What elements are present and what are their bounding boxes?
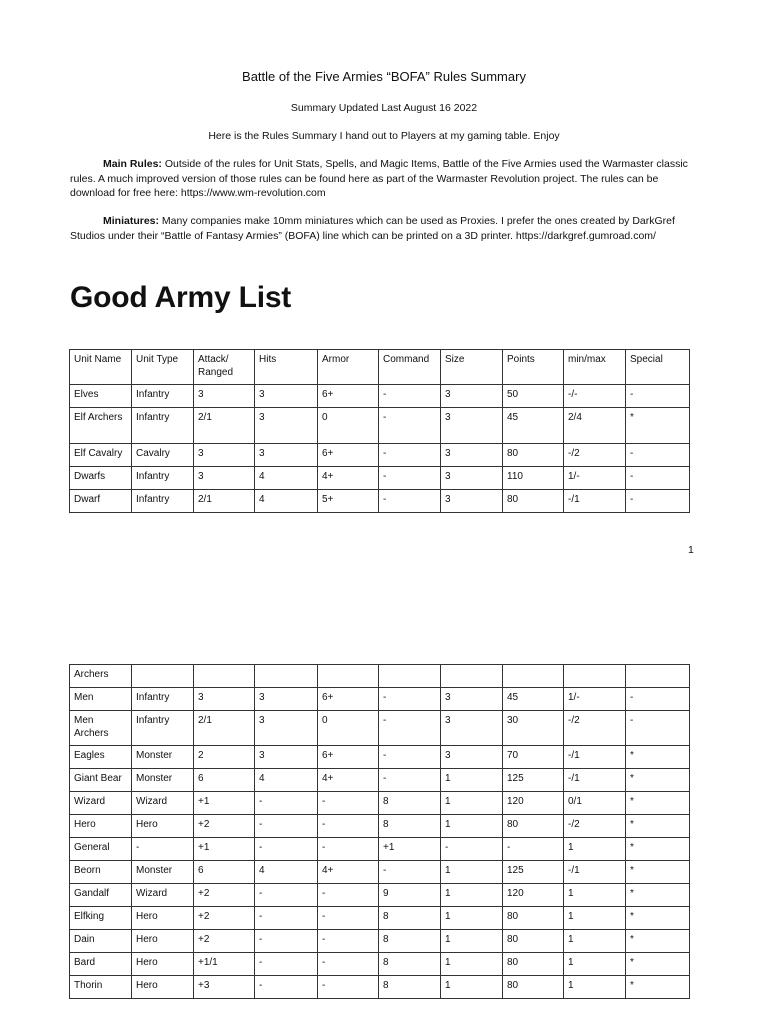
table-cell: 1 <box>564 907 626 930</box>
table-cell: 9 <box>379 884 441 907</box>
table-cell: 3 <box>441 408 503 444</box>
table-cell: 50 <box>503 385 564 408</box>
table-cell: 6 <box>194 861 255 884</box>
table-cell: Giant Bear <box>70 769 132 792</box>
table-row <box>70 444 690 467</box>
table-row <box>70 665 690 688</box>
table-cell: * <box>626 746 690 769</box>
table-cell: -/2 <box>564 444 626 467</box>
table-row <box>70 907 690 930</box>
table-cell: 45 <box>503 408 564 444</box>
table-cell: 125 <box>503 861 564 884</box>
table-cell: 80 <box>503 953 564 976</box>
table-cell: 0 <box>318 408 379 444</box>
table-row <box>70 930 690 953</box>
table-cell: +1 <box>194 838 255 861</box>
table-cell: 3 <box>441 444 503 467</box>
table-cell: 1 <box>564 884 626 907</box>
intro-text: Here is the Rules Summary I hand out to Players at my gaming table. Enjoy <box>208 130 560 142</box>
table-cell: - <box>379 467 441 490</box>
table-cell: 3 <box>441 385 503 408</box>
table-cell: 1/- <box>564 467 626 490</box>
table-cell: Eagles <box>70 746 132 769</box>
table-cell: +2 <box>194 884 255 907</box>
table-cell: 3 <box>194 688 255 711</box>
table-cell: Elves <box>70 385 132 408</box>
table-row <box>70 408 690 444</box>
table-cell: - <box>626 444 690 467</box>
table-cell: Hero <box>70 815 132 838</box>
table-cell: 3 <box>255 385 318 408</box>
page-number: 1 <box>688 544 694 556</box>
table-cell: 1 <box>441 792 503 815</box>
table-cell: 4+ <box>318 861 379 884</box>
miniatures-label: Miniatures: <box>103 215 160 227</box>
table-cell: 3 <box>194 385 255 408</box>
table-cell: Command <box>379 350 441 385</box>
table-cell: - <box>318 976 379 999</box>
table-cell: min/max <box>564 350 626 385</box>
main-rules-text: Outside of the rules for Unit Stats, Spells, and Magic Items, Battle of the Five Armies used the Warmaster classic rules. A much improved version of those rules can be found here as part of the Warmaster Revolution project. The rules can be download for free here: https://www.wm-revolution.com <box>70 158 688 199</box>
table-cell: Infantry <box>132 385 194 408</box>
table-cell: 6+ <box>318 444 379 467</box>
table-cell: - <box>318 930 379 953</box>
table-cell: 120 <box>503 884 564 907</box>
table-cell: - <box>255 884 318 907</box>
table-cell: Hero <box>132 930 194 953</box>
table-cell: Elfking <box>70 907 132 930</box>
table-cell: Unit Type <box>132 350 194 385</box>
table-cell: Hero <box>132 815 194 838</box>
table-cell: - <box>255 953 318 976</box>
good-army-list-heading: Good Army List <box>70 281 292 314</box>
table-cell: - <box>255 815 318 838</box>
table-cell: - <box>379 688 441 711</box>
table-cell: Hits <box>255 350 318 385</box>
table-cell: Bard <box>70 953 132 976</box>
table-cell: 8 <box>379 907 441 930</box>
table-cell: - <box>379 385 441 408</box>
table-cell: - <box>318 838 379 861</box>
table-row <box>70 953 690 976</box>
table-cell: Hero <box>132 953 194 976</box>
table-cell: 0/1 <box>564 792 626 815</box>
table-cell <box>441 665 503 688</box>
table-cell: - <box>503 838 564 861</box>
table-cell: +3 <box>194 976 255 999</box>
table-cell: 3 <box>441 688 503 711</box>
document-title: Battle of the Five Armies “BOFA” Rules Summary <box>242 69 526 84</box>
table-cell: 80 <box>503 930 564 953</box>
table-cell: +1/1 <box>194 953 255 976</box>
table-cell: * <box>626 838 690 861</box>
table-cell: 6+ <box>318 688 379 711</box>
main-rules-label: Main Rules: <box>103 158 162 170</box>
table-cell: -/1 <box>564 746 626 769</box>
table-cell: - <box>318 792 379 815</box>
table-row <box>70 976 690 999</box>
table-cell: Archers <box>70 665 132 688</box>
table-cell: Infantry <box>132 711 194 746</box>
table-cell: 110 <box>503 467 564 490</box>
table-cell: -/2 <box>564 711 626 746</box>
table-cell: - <box>379 861 441 884</box>
table-cell: 3 <box>194 467 255 490</box>
table-cell: Unit Name <box>70 350 132 385</box>
table-row <box>70 711 690 746</box>
table-cell: -/1 <box>564 769 626 792</box>
table-cell: 6+ <box>318 746 379 769</box>
table-cell: 80 <box>503 815 564 838</box>
table-cell: Infantry <box>132 467 194 490</box>
table-cell: Points <box>503 350 564 385</box>
table-cell: 8 <box>379 953 441 976</box>
table-cell: Infantry <box>132 490 194 513</box>
table-cell: 80 <box>503 907 564 930</box>
table-cell: 4 <box>255 769 318 792</box>
table-cell <box>564 665 626 688</box>
table-cell: 3 <box>255 408 318 444</box>
table-cell: 8 <box>379 976 441 999</box>
table-cell: 4+ <box>318 467 379 490</box>
table-cell: - <box>626 688 690 711</box>
table-cell: Thorin <box>70 976 132 999</box>
table-cell: - <box>318 907 379 930</box>
table-cell: Elf Archers <box>70 408 132 444</box>
table-cell: 1 <box>564 976 626 999</box>
table-cell: 3 <box>441 746 503 769</box>
table-cell: 1 <box>564 953 626 976</box>
table-cell: - <box>379 711 441 746</box>
table-cell: 8 <box>379 930 441 953</box>
table-cell: 6+ <box>318 385 379 408</box>
table-cell: 3 <box>255 711 318 746</box>
updated-date: Summary Updated Last August 16 2022 <box>290 102 478 114</box>
table-cell: 8 <box>379 815 441 838</box>
table-cell: Monster <box>132 746 194 769</box>
table-cell <box>194 665 255 688</box>
table-cell: 0 <box>318 711 379 746</box>
table-row <box>70 385 690 408</box>
main-rules-paragraph <box>70 157 700 201</box>
table-cell: 3 <box>441 490 503 513</box>
table-cell <box>379 665 441 688</box>
table-cell: 1 <box>441 884 503 907</box>
table-cell: 4 <box>255 490 318 513</box>
table-cell: Men <box>70 688 132 711</box>
table-cell: Armor <box>318 350 379 385</box>
table-cell: Monster <box>132 861 194 884</box>
table-row <box>70 490 690 513</box>
table-cell: Men Archers <box>70 711 132 746</box>
table-cell <box>626 665 690 688</box>
table-cell: 45 <box>503 688 564 711</box>
table-cell: - <box>255 976 318 999</box>
table-cell: * <box>626 815 690 838</box>
table-cell: 8 <box>379 792 441 815</box>
table-header-row <box>70 350 690 385</box>
table-cell: 2/1 <box>194 490 255 513</box>
table-cell: 80 <box>503 976 564 999</box>
table-cell: +1 <box>379 838 441 861</box>
table-row <box>70 884 690 907</box>
table-cell: Hero <box>132 907 194 930</box>
table-cell: * <box>626 930 690 953</box>
table-cell: Elf Cavalry <box>70 444 132 467</box>
table-cell: - <box>379 408 441 444</box>
table-cell: 1 <box>441 930 503 953</box>
table-cell: 3 <box>255 444 318 467</box>
table-row <box>70 769 690 792</box>
table-cell: 6 <box>194 769 255 792</box>
table-cell: Wizard <box>132 884 194 907</box>
table-cell: 1/- <box>564 688 626 711</box>
table-cell: * <box>626 861 690 884</box>
table-cell: 1 <box>441 769 503 792</box>
table-cell: - <box>626 490 690 513</box>
table-cell: - <box>132 838 194 861</box>
table-cell <box>503 665 564 688</box>
table-cell: +2 <box>194 815 255 838</box>
table-cell <box>255 665 318 688</box>
table-cell: Gandalf <box>70 884 132 907</box>
table-row <box>70 838 690 861</box>
table-cell <box>132 665 194 688</box>
army-table-page2 <box>69 664 690 999</box>
table-cell: 2/4 <box>564 408 626 444</box>
table-cell: - <box>318 815 379 838</box>
table-cell: - <box>379 490 441 513</box>
table-cell: * <box>626 792 690 815</box>
table-cell: * <box>626 953 690 976</box>
table-cell: 2/1 <box>194 711 255 746</box>
table-row <box>70 746 690 769</box>
table-cell: 2/1 <box>194 408 255 444</box>
table-row <box>70 815 690 838</box>
table-cell: 1 <box>441 907 503 930</box>
army-table-page1 <box>69 349 690 513</box>
table-cell: 80 <box>503 444 564 467</box>
table-cell: 120 <box>503 792 564 815</box>
table-cell: Cavalry <box>132 444 194 467</box>
table-cell <box>318 665 379 688</box>
table-cell: Dwarf <box>70 490 132 513</box>
table-cell: - <box>626 467 690 490</box>
table-cell: 80 <box>503 490 564 513</box>
table-cell: 1 <box>441 976 503 999</box>
table-cell: 1 <box>441 815 503 838</box>
table-cell: - <box>318 953 379 976</box>
table-cell: -/2 <box>564 815 626 838</box>
table-cell: 3 <box>255 746 318 769</box>
table-cell: - <box>379 769 441 792</box>
table-cell: Beorn <box>70 861 132 884</box>
table-cell: Infantry <box>132 688 194 711</box>
table-cell: * <box>626 907 690 930</box>
table-cell: Dwarfs <box>70 467 132 490</box>
table-cell: 1 <box>441 861 503 884</box>
table-cell: +2 <box>194 907 255 930</box>
table-cell: -/- <box>564 385 626 408</box>
table-cell: - <box>441 838 503 861</box>
table-cell: Monster <box>132 769 194 792</box>
table-cell: 125 <box>503 769 564 792</box>
table-cell: * <box>626 408 690 444</box>
table-cell: - <box>379 444 441 467</box>
table-cell: 2 <box>194 746 255 769</box>
table-cell: Wizard <box>70 792 132 815</box>
miniatures-text: Many companies make 10mm miniatures which can be used as Proxies. I prefer the ones created by DarkGref Studios under their “Battle of Fantasy Armies” (BOFA) line which can be printed on a 3D printer. https://darkgref.gumroad.com/ <box>70 215 675 242</box>
table-cell: 4+ <box>318 769 379 792</box>
table-cell: 3 <box>441 711 503 746</box>
table-cell: - <box>379 746 441 769</box>
table-cell: Hero <box>132 976 194 999</box>
table-cell: 3 <box>194 444 255 467</box>
table-cell: 4 <box>255 861 318 884</box>
table-cell: +2 <box>194 930 255 953</box>
table-cell: * <box>626 976 690 999</box>
table-cell: - <box>255 907 318 930</box>
table-cell: 70 <box>503 746 564 769</box>
table-cell: - <box>255 930 318 953</box>
table-row <box>70 792 690 815</box>
miniatures-paragraph <box>70 214 700 243</box>
table-cell: -/1 <box>564 490 626 513</box>
table-cell: Dain <box>70 930 132 953</box>
table-cell: 3 <box>255 688 318 711</box>
table-cell: Attack/ Ranged <box>194 350 255 385</box>
table-row <box>70 467 690 490</box>
table-cell: 1 <box>564 930 626 953</box>
table-cell: - <box>255 838 318 861</box>
table-cell: - <box>318 884 379 907</box>
table-cell: 1 <box>564 838 626 861</box>
table-cell: - <box>626 711 690 746</box>
table-cell: * <box>626 884 690 907</box>
table-row <box>70 688 690 711</box>
table-cell: * <box>626 769 690 792</box>
table-cell: +1 <box>194 792 255 815</box>
table-cell: Wizard <box>132 792 194 815</box>
table-cell: 30 <box>503 711 564 746</box>
table-cell: - <box>255 792 318 815</box>
table-cell: 4 <box>255 467 318 490</box>
table-cell: 5+ <box>318 490 379 513</box>
table-cell: -/1 <box>564 861 626 884</box>
table-cell: 3 <box>441 467 503 490</box>
table-cell: General <box>70 838 132 861</box>
table-cell: Infantry <box>132 408 194 444</box>
table-cell: Size <box>441 350 503 385</box>
table-row <box>70 861 690 884</box>
table-cell: Special <box>626 350 690 385</box>
table-cell: 1 <box>441 953 503 976</box>
table-cell: - <box>626 385 690 408</box>
